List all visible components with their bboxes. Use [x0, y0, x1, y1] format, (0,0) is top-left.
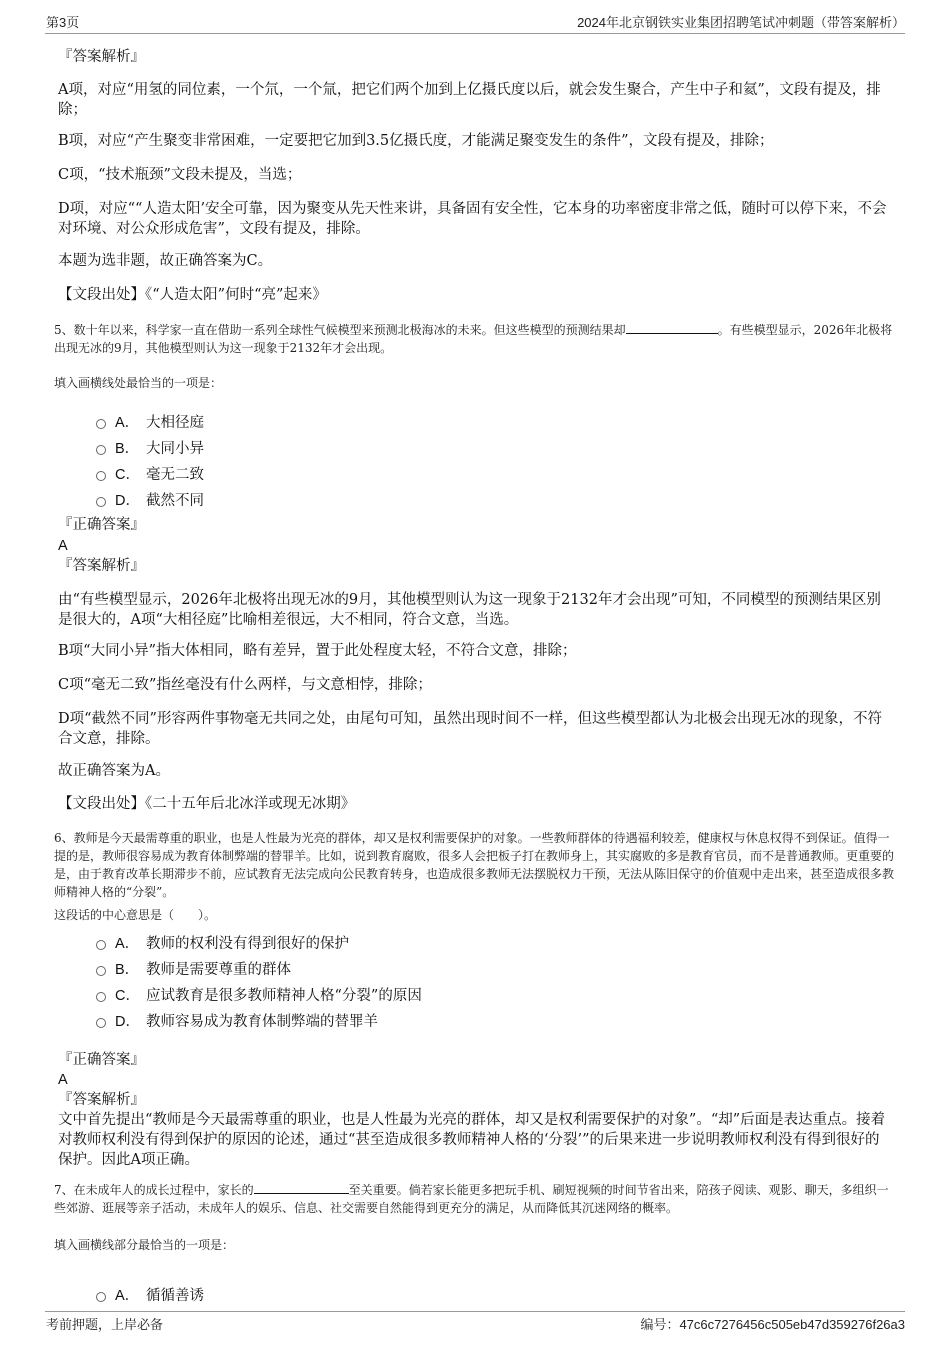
q6-option-d[interactable]: D． 教师容易成为教育体制弊端的替罪羊 [96, 1010, 378, 1031]
q5-analysis-c: C项“毫无二致”指丝毫没有什么两样，与文意相悖，排除； [58, 677, 432, 693]
q6-option-a[interactable]: A． 教师的权利没有得到很好的保护 [96, 932, 349, 953]
q5-conclusion: 故正确答案为A。 [58, 763, 170, 779]
radio-icon[interactable] [96, 1018, 106, 1028]
q4-conclusion: 本题为选非题，故正确答案为C。 [58, 253, 273, 269]
q5-blank [626, 321, 718, 334]
q5-option-a[interactable]: A． 大相径庭 [96, 411, 204, 432]
q6-stem: 6、教师是今天最需尊重的职业，也是人性最为光亮的群体，却又是权利需要保护的对象。一些教师群体的待遇福利较差，健康权与休息权得不到保证。值得一提的是，教师很容易成为教育体制弊端的替罪羊。比如，说到教育腐败，很多人会把板子打在教师身上，其实腐败的多是教育官员，而不是普通教师。更重要的是，由于教育改革长期滞步不前，应试教育无法完成向公民教育转身，也造成很多教师无法摆脱权力干预，无法从陈旧保守的价值观中走出来，甚至造成很多教师精神人格的“分裂”。 [54, 831, 895, 899]
q6-option-c[interactable]: C． 应试教育是很多教师精神人格“分裂”的原因 [96, 984, 422, 1005]
q5-prompt: 填入画横线处最恰当的一项是： [54, 376, 223, 390]
q5-correct-label: 『正确答案』 [58, 517, 145, 533]
q6-analysis-label: 『答案解析』 [58, 1092, 145, 1108]
radio-icon[interactable] [96, 497, 106, 507]
document-title: 2024年北京钢铁实业集团招聘笔试冲刺题（带答案解析） [577, 15, 905, 30]
q7-blank [254, 1181, 349, 1194]
q4-source: 【文段出处】《“人造太阳”何时“亮”起来》 [58, 287, 327, 303]
q7-prompt: 填入画横线部分最恰当的一项是： [54, 1238, 235, 1252]
radio-icon[interactable] [96, 1292, 106, 1302]
q4-analysis-a: A项，对应“用氢的同位素，一个氘，一个氚，把它们两个加到上亿摄氏度以后，就会发生聚合，产生中子和氦”，文段有提及，排除； [58, 82, 881, 118]
document-code: 编号：47c6c7276456c505eb47d359276f26a3 [640, 1317, 905, 1332]
q6-option-b[interactable]: B． 教师是需要尊重的群体 [96, 958, 291, 979]
footer-slogan: 考前押题，上岸必备 [46, 1317, 164, 1332]
radio-icon[interactable] [96, 419, 106, 429]
footer-rule [45, 1311, 905, 1312]
q4-analysis-c: C项，“技术瓶颈”文段未提及，当选； [58, 167, 302, 183]
q6-prompt: 这段话的中心意思是（ ）。 [54, 908, 217, 922]
q5-analysis-label: 『答案解析』 [58, 558, 145, 574]
radio-icon[interactable] [96, 992, 106, 1002]
q4-analysis-d: D项，对应““人造太阳’安全可靠，因为聚变从先天性来讲，具备固有安全性，它本身的功率密度非常之低，随时可以停下来，不会对环境、对公众形成危害”，文段有提及，排除。 [58, 201, 887, 237]
q5-source: 【文段出处】《二十五年后北冰洋或现无冰期》 [58, 796, 356, 812]
q7-stem: 7、在未成年人的成长过程中，家长的 至关重要。倘若家长能更多把玩手机、刷短视频的时间节省出来，陪孩子阅读、观影、聊天，多组织一些郊游、逛展等亲子活动，未成年人的娱乐、信息、社交需要自然能得到更充分的满足，从而降低其沉迷网络的概率。 [54, 1183, 889, 1215]
q5-option-b[interactable]: B． 大同小异 [96, 437, 204, 458]
radio-icon[interactable] [96, 940, 106, 950]
q6-analysis: 文中首先提出“教师是今天最需尊重的职业，也是人性最为光亮的群体，却又是权利需要保护的对象”。“却”后面是表达重点。接着对教师权利没有得到保护的原因的论述，通过“甚至造成很多教师精神人格的‘分裂’”的后果来进一步说明教师权利没有得到很好的保护。因此A项正确。 [58, 1112, 886, 1168]
q7-option-a[interactable]: A． 循循善诱 [96, 1284, 204, 1305]
q5-analysis-main: 由“有些模型显示，2026年北极将出现无冰的9月，其他模型则认为这一现象于2132年才会出现”可知，不同模型的预测结果区别是很大的，A项“大相径庭”比喻相差很远，大不相同，符合文意，当选。 [58, 592, 881, 628]
q6-correct-answer: A [58, 1072, 68, 1088]
q6-correct-label: 『正确答案』 [58, 1052, 145, 1068]
radio-icon[interactable] [96, 471, 106, 481]
q4-analysis-b: B项，对应“产生聚变非常困难，一定要把它加到3.5亿摄氏度，才能满足聚变发生的条件”，文段有提及，排除； [58, 133, 774, 149]
radio-icon[interactable] [96, 445, 106, 455]
radio-icon[interactable] [96, 966, 106, 976]
q5-analysis-d: D项“截然不同”形容两件事物毫无共同之处，由尾句可知，虽然出现时间不一样，但这些模型都认为北极会出现无冰的现象，不符合文意，排除。 [58, 711, 882, 747]
page-number: 第3页 [46, 15, 80, 30]
q4-analysis-label: 『答案解析』 [58, 49, 145, 65]
q5-option-c[interactable]: C． 毫无二致 [96, 463, 204, 484]
header-rule [45, 33, 905, 34]
q5-option-d[interactable]: D． 截然不同 [96, 489, 204, 510]
q5-stem: 5、数十年以来，科学家一直在借助一系列全球性气候模型来预测北极海冰的未来。但这些模型的预测结果却 。有些模型显示，2026年北极将出现无冰的9月，其他模型则认为这一现象于2132年才会出现。 [54, 323, 893, 355]
q5-analysis-b: B项“大同小异”指大体相同，略有差异，置于此处程度太轻，不符合文意，排除； [58, 643, 577, 659]
q5-correct-answer: A [58, 538, 68, 554]
